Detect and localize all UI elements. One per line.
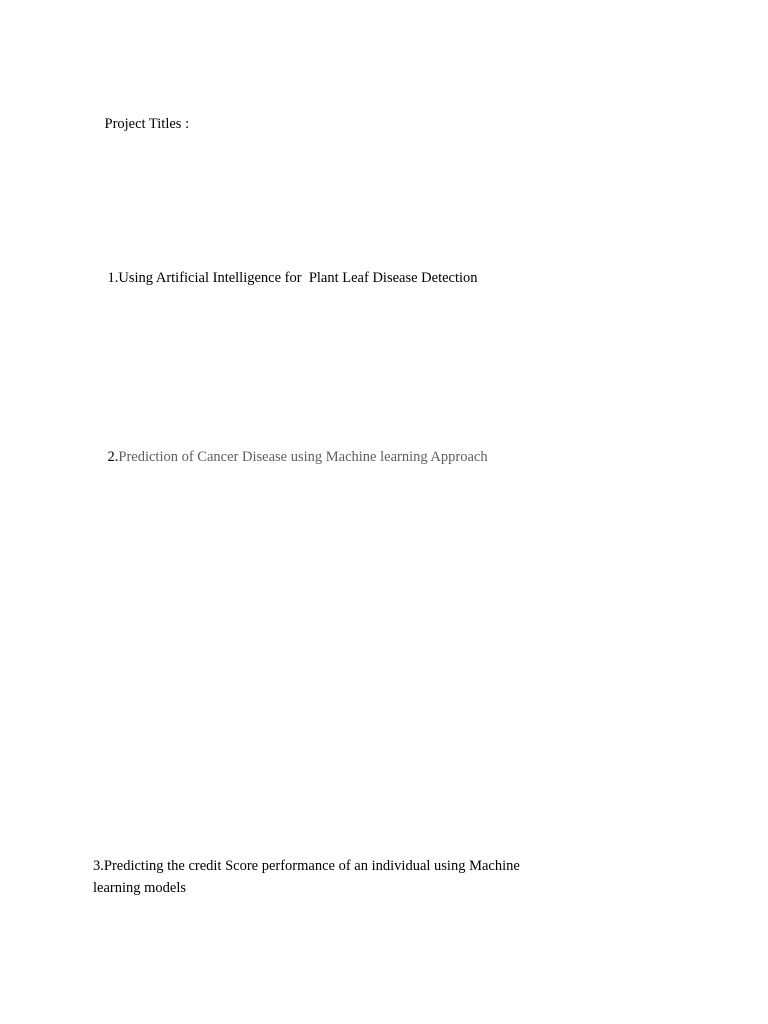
project-title-item	[93, 855, 553, 899]
item-title: Predicting the credit Score performance of an individual using Machine learning models	[93, 858, 520, 896]
item-number: 2.	[107, 449, 119, 465]
heading-text: Project Titles :	[104, 116, 190, 132]
item-title: Prediction of Cancer Disease using Machine learning Approach	[118, 449, 488, 465]
page-heading	[90, 91, 189, 157]
item-title: Using Artificial Intelligence for Plant Leaf Disease Detection	[118, 270, 478, 286]
project-title-item	[93, 245, 478, 311]
project-title-item	[93, 424, 488, 490]
item-number: 3.	[93, 858, 104, 874]
item-number: 1.	[107, 270, 119, 286]
